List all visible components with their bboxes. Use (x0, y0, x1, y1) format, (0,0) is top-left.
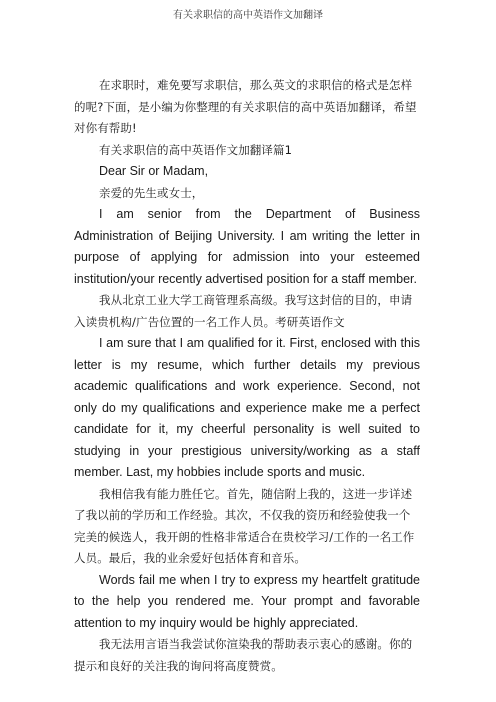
paragraph-chinese-3: 我无法用言语当我尝试你渲染我的帮助表示衷心的感谢。你的提示和良好的关注我的询问将高度赞赏。 (74, 637, 413, 673)
paragraph-english-3: Words fail me when I try to express my heartfelt gratitude to the help you rendered me. Your prompt and favorable attention to my inquiry would be highly appreciated. (74, 572, 420, 630)
paragraph-english-1: I am senior from the Department of Business Administration of Beijing University. I am writing the letter in purpose of applying for admission into your esteemed institution/your recently advertised position for a staff member. (74, 207, 420, 286)
salutation-chinese: 亲爱的先生或女士， (99, 185, 204, 200)
paragraph-chinese-2: 我相信我有能力胜任它。首先，随信附上我的，这进一步详述了我以前的学历和工作经验。其次，不仅我的资历和经验使我一个完美的候选人，我开朗的性格非常适合在贵校学习/工作的一名工作人员。最后，我的业余爱好包括体育和音乐。 (74, 486, 415, 565)
article-heading: 有关求职信的高中英语作文加翻译篇1 (99, 142, 293, 157)
document-body (74, 75, 420, 677)
paragraph-english-2: I am sure that I am qualified for it. First, enclosed with this letter is my resume, which further details my previous academic qualifications and work experience. Second, not only do my qualifications and experience make me a perfect candidate for it, my cheerful personality is well suited to studying in your prestigious university/working as a staff member. Last, my hobbies include sports and music. (74, 336, 420, 479)
salutation-english: Dear Sir or Madam, (99, 164, 209, 178)
page-header-title: 有关求职信的高中英语作文加翻译 (173, 10, 323, 21)
intro-paragraph: 在求职时，难免要写求职信，那么英文的求职信的格式是怎样的呢?下面，是小编为你整理的有关求职信的高中英语加翻译，希望对你有帮助! (74, 78, 417, 135)
paragraph-chinese-1: 我从北京工业大学工商管理系高级。我写这封信的目的，申请入读贵机构/广告位置的一名工作人员。考研英语作文 (74, 293, 413, 329)
